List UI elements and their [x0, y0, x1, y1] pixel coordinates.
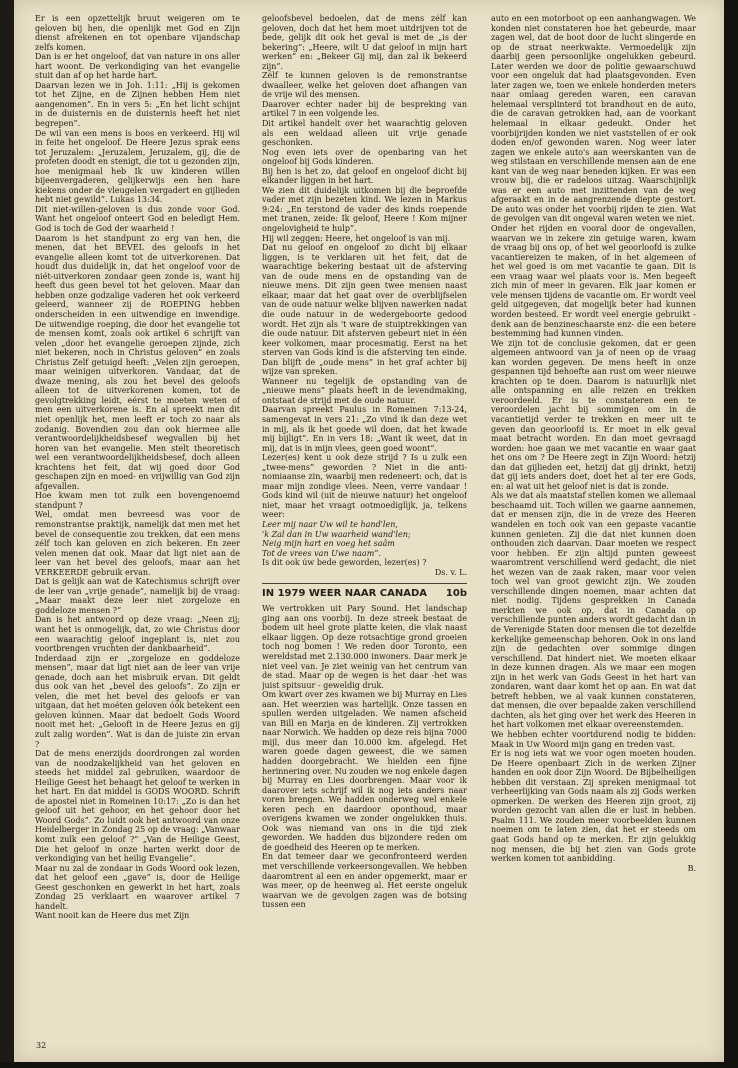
verse-line: Leer mij naar Uw wil te hand'len,: [262, 519, 398, 529]
paragraph: Dat nu geloof en ongeloof zo dicht bij elkaar liggen, is te verklaren uit het feit, dat de waarachtige bekering bestaat uit de afsterving van de oude mens en de opstanding van de nieuwe mens. Dit zijn geen twee mensen naast elkaar, maar dat het gaat over de overblijfselen van de oude natuur welke blijven nawerken nadat die oude natuur in de wedergeboorte gedood wordt. Het zijn als 't ware de stuiptrekkingen van die oude natuur. Dit afsterven gebeurt niet in één keer volkomen, maar procesmatig. Eerst na het sterven van Gods kind is die afsterving ten einde. Dan blijft de „oude mens” in het graf achter bij wijze van spreken.: [262, 243, 467, 377]
paragraph: Onder het rijden en vooral door de ongevallen, waarvan we in zekere zin getuige waren, kwam de vraag bij ons op, of het wel geoorloofd is zulke vacantiereizen te maken, of in het algemeen of het wel goed is om met vacantie te gaan. Dit is een vraag waar wel plaats voor is. Men begeeft zich min of meer in gevaren. Elk jaar komen er vele mensen tijdens de vacantie om. Er wordt veel geld uitgegeven, dat mogelijk beter had kunnen worden besteed. Er wordt veel energie gebruikt -denk aan de benzineschaarste enz- die een betere bestemming had kunnen vinden.: [491, 224, 696, 339]
paragraph: En dat temeer daar we geconfronteerd werden met verschillende verkeersongevallen. We hebben daaromtrent al een en ander opgemerkt, maar er was meer, op de heenweg al. Het eerste ongeluk waarvan we de gevolgen zagen was de botsing tussen een: [262, 852, 467, 910]
paragraph: Lezer(es) kent u ook deze strijd ? Is u zulk een „twee-mens” geworden ? Niet in die anti-nomiaanse zin, waarbij men redeneert: och, dat is maar mijn zondige vlees. Neen, verre vandaar ! Gods kind wil (uit de nieuwe natuur) het ongeloof niet, maar het vraagt ootmoediglìjk, ja, telkens weer:: [262, 453, 467, 520]
paragraph: Bij hen is het zo, dat geloof en ongeloof dicht bij elkander liggen in het hart.: [262, 166, 467, 186]
paragraph: Zélf te kunnen geloven is de remonstrantse dwaalleer, welke het geloven doet afhangen van de vrije wil des mensen.: [262, 71, 467, 100]
page-edge-right: [724, 0, 738, 1068]
paragraph: Dan is het antwoord op deze vraag: „Neen zij; want het is onmogelijk, dat, zo wie Christus door een waarachtig geloof ingeplant is, niet zou voortbrengen vruchten der dankbaarheid”.: [35, 615, 240, 654]
author-signature: Ds. v. L.: [434, 567, 467, 577]
paragraph: Daarom is het standpunt zo erg van hen, die menen, dat het BEVEL des geloofs in het evangelie alleen komt tot de uitverkorenen. Dat houdt dus duidelijk in, dat het ongeloof voor de niét-uitverkoren zondaar geen zonde is, want hij heeft dus geen bevel tot het geloven. Maar dan hebben onze godzalige vaderen het ook verkeerd geleerd, wanneer zij de ROEPING hebben onderscheiden in een uitwendige en inwendige. De uitwendige roeping, die door het evangelie tot de mensen komt, zoals ook artikel 6 schrijft van velen „door het evangelie geroepen zijnde, zich niet bekeren, noch in Christus geloven” en zoals Christus Zelf getuigd heeft: „Velen zijn geroepen, maar weinigen uitverkoren. Vandaar, dat de dwaze mening, als zou het bevel des geloofs alleen tot de uitverkorenen komen, tot de gevolgtrekking leidt, eérst te moeten weten of men een uitverkorene is. En al spreekt men dit niet openlijk het, men leeft er toch zo naar als zodanig. Bovendien zou dan ook hiermee alle verantwoordelijkheidsbesef wegvallen bij het horen van het evangelie. Men stelt theoretisch wel een verantwoordelijkheidsbesef, doch alleen krachtens het feit, dat wij goed door God geschapen zijn en moed- en vrijwillig van God zijn afgevallen.: [35, 233, 240, 491]
verse-line: Neig mijn hart en voeg het saâm: [262, 539, 395, 549]
paragraph: geloofsbevel bedoelen, dat de mens zélf kan geloven, doch dat het hem moet uitdrijven tot de bede, gelijk dit ook het geval is met de „is der bekering”: „Heere, wilt U dat geloof in mijn hart werken” en: „Bekeer Gij mij, dan zal ik bekeerd zijn”.: [262, 14, 467, 71]
paragraph: Dat is gelijk aan wat de Katechismus schrijft over de leer van „vrije genade”, namelijk bij de vraag: „Maar maakt deze leer niet zorgeloze en goddeloze mensen ?”: [35, 577, 240, 615]
author-signature: B.: [687, 863, 696, 873]
paragraph: Daarover echter nader bij de bespreking van artikel 7 in een volgende les.: [262, 99, 467, 119]
paragraph: Inderdaad zijn er „zorgeloze en goddeloze mensen”, maar dat ligt niet aan de leer van vrije genade, doch aan het misbruik ervan. Dit geldt dus ook van het „bevel des geloofs”. Zo zijn er velen, die met het bevel des geloofs er van uitgaan, dat het moéten geloven óók betekent een geloven kúnnen. Maar dat bedoelt Gods Woord nooit met het: „Gelooft in de Heere Jezus en gij zult zalig worden”. Wat is dan de juiste zin ervan ?: [35, 653, 240, 749]
paragraph: Daarvan spreekt Paulus in Romeinen 7:13-24, samengevat in vers 21: „Zo vind ik dan deze wet in mij, als ik het goede wil doen, dat het kwade mij bijligt”. En in vers 18: „Want ik weet, dat in mij, dat is in mijn vlees, geen goed woont”.: [262, 405, 467, 453]
article-heading: [262, 583, 467, 601]
verse-quote: [262, 520, 467, 558]
paragraph: Er is een opzettelijk bruut weigeren om te geloven bij hen, die openlijk met God en Zijn dienst afrekenen en tot openbare vijandschap zelfs komen.: [35, 14, 240, 52]
paragraph: Daarvan lezen we in Joh. 1:11: „Hij is gekomen tot het Zijne, en de Zijnen hebben Hem niet aangenomen”. En in vers 5: „En het licht schijnt in de duisternis en de duisternis heeft het niet begrepen”.: [35, 80, 240, 129]
paragraph: Om kwart over zes kwamen we bij Murray en Lies aan. Het weerzien was hartelijk. Onze tassen en spullen werden uitgeladen. We namen afscheid van Bill en Marja en de kinderen. Zij vertrokken naar Norwich. We hadden op deze reis bijna 7000 mijl, dus meer dan 10.000 km. afgelegd. Het waren goede dagen geweest, die we samen hadden doorgebracht. We hielden een fijne herinnering over. Nu zouden we nog enkele dagen bij Murray en Lies doorbrengen. Maar voor ik daarover iets schrijf wil ik nog iets anders naar voren brengen. We hadden onderweg wel enkele keren pech en daardoor oponthoud, maar overigens kwamen we zonder ongelukken thuis. Ook was niemand van ons in die tijd ziek geworden. We hadden dus bijzondere reden om de goedheid des Heeren op te merken.: [262, 690, 467, 852]
paragraph: Maar nu zal de zondaar in Gods Woord ook lezen, dat het geloof een „gave” is, door de Heilige Geest geschonken en gewerkt in het hart, zoals Zondag 25 verklaart en waarover artikel 7 handelt.: [35, 863, 240, 911]
paragraph: Wel, omdat men bevreesd was voor de remonstrantse praktijk, namelijk dat men met het bevel de consequentie zou trekken, dat een mens zélf toch kan geloven en zich bekeren. En zeer velen menen dat ook. Maar dat ligt niet aan de leer van het bevel des geloofs, maar aan het VERKEERDE gebruik ervan.: [35, 510, 240, 577]
closing-question: Is dit ook úw bede geworden, lezer(es) ?: [262, 558, 427, 568]
paragraph: Nog even iets over de openbaring van het ongeloof bij Gods kinderen.: [262, 147, 467, 167]
paragraph: Dat de mens enerzijds doordrongen zal worden van de noodzakelijkheid van het geloven en steeds het middel zal gebruiken, waardoor de Heilige Geest het behaagt het geloof te werken in het hart. En dat middel is GODS WOORD. Schrift de apostel niet in Romeinen 10:17: „Zo is dan het geloof uit het gehoor, en het gehoor door het Woord Gods”. Zo luidt ook het antwoord van onze Heidelberger in Zondag 25 op de vraag: „Vanwaar komt zulk een geloof ?” „Van de Heilige Geest, Die het geloof in onze harten werkt door de verkondiging van het heilig Evangelie”.: [35, 749, 240, 864]
paragraph: Want nooit kan de Heere dus met Zijn: [35, 911, 190, 921]
paragraph: We hebben echter voortdurend nodig te bidden: Maak in Uw Woord mijn gang en treden vast.: [491, 730, 696, 749]
paragraph: We zijn tot de conclusie gekomen, dat er geen algemeen antwoord van ja of neen op de vraag kan worden gegeven. De mens heeft in onze gespannen tijd behoefte aan rust om weer nieuwe krachten op te doen. Daarom is natuurlijk niet alle ontspanning en alle reizen en trekken veroordeeld. Er is te constateren een te veroordelen jacht bij sommigen om in de vacantietijd verder te trekken en meer uit te geven dan geoorloofd is. Er moet in elk geval maat betracht worden. En dan moet gevraagd worden: hoe gaan we met vacantie en waar gaat het ons om ? De Heere zegt in Zijn Woord: hetzij dan dat gijlieden eet, hetzij dat gij drinkt, hetzij dat gij iets anders doet, doet het al ter ere Gods, en: al wat uit het geloof niet is dat is zonde.: [491, 338, 696, 491]
paragraph: Wanneer nu tegelijk de opstanding van de „nieuwe mens” plaats heeft in de levendmaking, ontstaat de strijd met de oude natuur.: [262, 376, 467, 405]
paragraph: Dit niet-willen-geloven is dus zonde voor God. Want het ongeloof onteert God en beledigt Hem. God is toch de God der waarheid !: [35, 204, 240, 234]
column-left: [35, 14, 240, 1054]
article-title: IN 1979 WEER NAAR CANADA: [262, 588, 428, 600]
paragraph: Er is nog iets wat we voor ogen moeten houden. De Heere openbaart Zich in de werken Zijner handen en ook door Zijn Woord. De Bijbelheiligen hebben dit verstaan. Zij spreken menigmaal tot verheerlijking van Gods naam als zij Gods werken opmerken. De werken des Heeren zijn groot, zij worden gezocht van allen die er lust in hebben. Psalm 111. We zouden meer voorbeelden kunnen noemen om te laten zien, dat het er steeds om gaat Gods hand op te merken. Er zijn gelukkig nog mensen, die bij het zien van Gods grote werken komen tot aanbidding.: [491, 749, 696, 864]
paragraph: Hoe kwam men tot zulk een bovengenoemd standpunt ?: [35, 491, 240, 510]
paragraph: Hij wil zeggen: Heere, het ongeloof is van mij.: [262, 233, 450, 243]
paragraph: Dan is er het ongeloof, dat van nature in ons aller hart woont. De verkondiging van het evangelie stuit dan af op het harde hart.: [35, 52, 240, 81]
verse-line: Tot de vrees van Uwe naam”.: [262, 548, 381, 558]
page-number: 32: [36, 1041, 47, 1050]
paragraph: We zien dit duidelijk uitkomen bij die beproefde vader met zijn bezeten kind. We lezen in Markus 9:24: „En terstond de vader des kinds roepende met tranen, zeide: Ik geloof, Heere ! Kom mijner ongelovigheid te hulp”.: [262, 185, 467, 234]
column-middle: [262, 14, 467, 1054]
paragraph: We vertrokken uit Pary Sound. Het landschap ging aan ons voorbij. In deze streek bestaat de bodem uit heel grote platte keien, die vlak naast elkaar liggen. Op deze rotsachtige grond groeien toch nog bomen ! We reden door Toronto, een wereldstad met 2.130.000 inwoners. Daar merk je niet veel van. Je ziet weinig van het centrum van de stad. Maar op de wegen is het daar -het was juist spitsuur - geweldig druk.: [262, 604, 467, 690]
column-right: [491, 14, 696, 1054]
verse-line: 'k Zal dan in Uw waarheid wand'len;: [262, 529, 411, 539]
paragraph: Dit artikel handelt over het waarachtig geloven als een weldaad alleen uit vrije genade geschonken.: [262, 119, 467, 148]
paragraph: auto en een motorboot op een aanhangwagen. We konden niet constateren hoe het gebeurde, maar zagen wel, dat de boot door de lucht slingerde en op de straat neerkwakte. Vermoedelijk zijn daarbij geen persoonlijke ongelukken gebeurd. Later werden we door de politie gewaarschuwd voor een ongeluk dat had plaatsgevonden. Even later zagen we, toen we enkele honderden meters naar omlaag gereden waren, een caravan helemaal versplinterd tot brandhout en de auto, die de caravan getrokken had, aan de voorkant helemaal in elkaar gedeukt. Onder het voorbijrijden konden we niet vaststellen of er ook doden en/of gewonden waren. Nog weer later zagen we enkele auto's aan weerskanten van de weg stilstaan en verschillende mensen aan de ene kant van de weg naar beneden kijken. Er was een vrouw bij, die er radeloos uitzag. Waarschijnlijk was er een auto met inzittenden van de weg afgeraakt en in de aangrenzende diepte gestort. De auto was onder het voorbij rijden te zien. Wat de gevolgen van dit ongeval waren weten we niet.: [491, 14, 696, 224]
paragraph: De wil van een mens is boos en verkeerd. Hij wil in feite het ongeloof. De Heere Jezus sprak eens tot Jeruzalem: „Jeruzalem, Jeruzalem, gij, die de profeten doodt en stenigt, die tot u gezonden zijn, hoe menigmaal heb Ik uw kinderen willen bijeenvergaderen, gelijkerwijs een hen hare kiekens onder de vleugelen vergadert en gijlieden hebt niet gewild”. Lukas 13:34.: [35, 128, 240, 205]
paragraph: Als we dat als maatstaf stellen komen we allemaal beschaamd uit. Toch willen we gaarne aannemen, dat er mensen zijn, die in de vreze des Heeren wandelen en toch ook van een gepaste vacantie kunnen genieten. Zij die dat niet kunnen doen onthouden zich daarvan. Daar moeten we respect voor hebben. Er zijn altijd punten geweest waaromtrent verschillend werd gedacht, die niet het wezen van de zaak raken, maar voor velen toch wel van groot gewicht zijn. We zouden verschillende dingen noemen, maar achten dat niet nodig. Tijdens gesprekken in Canada merkten we ook op, dat in Canada op verschillende punten anders wordt gedacht dan in de Verenigde Staten door mensen die tot dezelfde kerkelijke gemeenschap behoren. Ook in ons land zijn de gedachten over sommige dingen verschillend. Dat hindert niet. We moeten elkaar in deze kunnen dragen. Als we maar een mogen zijn in het werk van Gods Geest in het hart van zondaren, want daar komt het op aan. En wat dat betreft hebben, we al vaak kunnen constateren, dat mensen, die over bepaalde zaken verschillend dachten, als het ging over het werk des Heeren in het hart volkomen met elkaar overeenstemden.: [491, 491, 696, 730]
article-part-number: 10b: [445, 588, 467, 600]
page-edge-bottom: [0, 1062, 738, 1068]
